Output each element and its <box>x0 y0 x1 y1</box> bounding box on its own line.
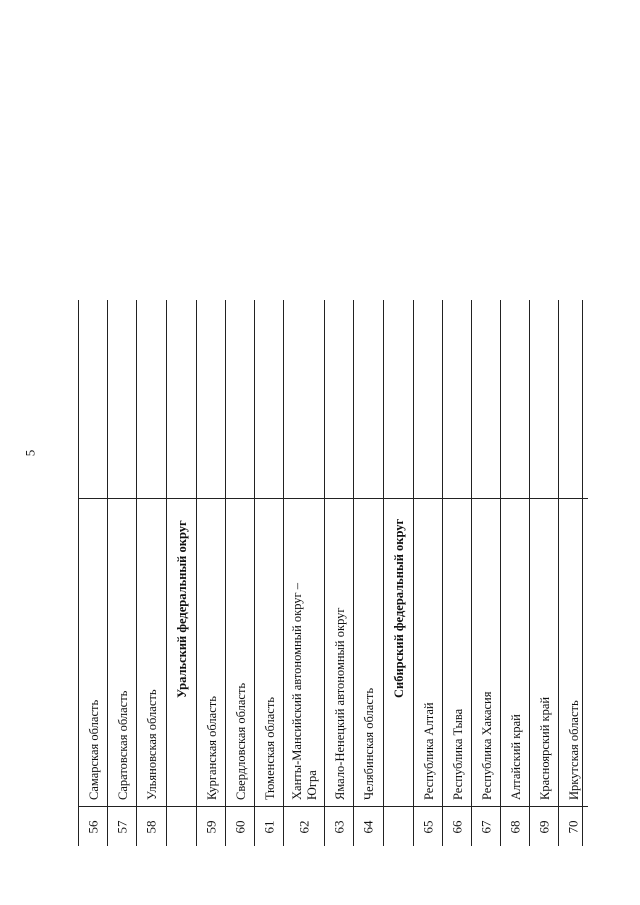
region-name: Свердловская область <box>233 682 248 800</box>
region-name: Саратовская область <box>115 690 130 800</box>
row-number: 70 <box>565 820 581 833</box>
empty-cell-divider <box>255 300 283 499</box>
row-number: 56 <box>85 820 100 833</box>
row-number: 62 <box>296 820 311 833</box>
table-row <box>325 300 354 846</box>
empty-cell-divider <box>197 300 225 499</box>
empty-cell-divider <box>530 300 558 499</box>
row-number: 64 <box>360 820 376 833</box>
region-name: Тюменская область <box>262 697 277 800</box>
empty-cell-divider <box>137 300 166 499</box>
empty-cell-divider <box>167 300 196 499</box>
row-number-cell <box>197 806 225 846</box>
empty-cell-divider <box>384 300 413 499</box>
region-name: Республика Тыва <box>450 708 465 800</box>
empty-cell-divider <box>443 300 471 499</box>
row-number: 69 <box>536 820 551 833</box>
row-number: 67 <box>478 820 493 833</box>
page-number: 5 <box>22 449 38 457</box>
table-row <box>137 300 167 846</box>
empty-cell-divider <box>501 300 529 499</box>
table-row <box>226 300 255 846</box>
row-number: 66 <box>449 820 464 833</box>
region-name: Югра <box>305 770 319 800</box>
row-number: 60 <box>232 820 247 833</box>
row-number: 68 <box>507 820 522 833</box>
row-number-cell <box>108 806 136 846</box>
empty-cell-divider <box>414 300 442 499</box>
empty-cell-divider <box>325 300 353 499</box>
region-name: Самарская область <box>86 699 101 800</box>
region-name: Ханты-Мансийский автономный округ – <box>290 582 304 800</box>
table-row <box>530 300 559 846</box>
region-name: Алтайский край <box>508 714 523 800</box>
region-name: Челябинская область <box>362 687 376 800</box>
empty-cell-divider <box>472 300 500 499</box>
empty-cell-divider <box>79 300 107 499</box>
region-name: Республика Хакасия <box>479 691 494 800</box>
row-number-cell <box>167 806 196 846</box>
row-number-cell <box>443 806 471 846</box>
empty-cell-divider <box>108 300 136 499</box>
row-number-cell <box>79 806 107 846</box>
row-number-cell <box>137 806 166 846</box>
row-number-cell <box>384 806 413 846</box>
row-number-cell <box>530 806 558 846</box>
row-number: 65 <box>420 820 435 833</box>
table-row <box>284 300 325 846</box>
row-number: 59 <box>203 820 218 833</box>
row-number-cell <box>255 806 283 846</box>
district-header-row <box>384 300 414 846</box>
row-number-cell <box>284 806 324 846</box>
empty-cell-divider <box>354 300 383 499</box>
empty-cell-divider <box>284 300 324 499</box>
row-number-cell <box>354 806 383 846</box>
table-row <box>414 300 443 846</box>
table-row <box>108 300 137 846</box>
row-number-cell <box>414 806 442 846</box>
empty-cell-divider <box>559 300 588 499</box>
row-number-cell <box>501 806 529 846</box>
empty-cell-divider <box>226 300 254 499</box>
regions-table <box>78 300 583 846</box>
row-number: 61 <box>261 820 276 833</box>
region-name: Курганская область <box>204 696 219 800</box>
table-row <box>354 300 384 846</box>
row-number-cell <box>226 806 254 846</box>
table-row <box>559 300 588 846</box>
region-name: Красноярский край <box>537 696 552 800</box>
row-number-cell <box>325 806 353 846</box>
table-row <box>501 300 530 846</box>
table-row <box>197 300 226 846</box>
region-name: Ямало-Ненецкий автономный округ <box>332 607 347 800</box>
row-number: 58 <box>143 820 159 833</box>
table-row <box>472 300 501 846</box>
table-row <box>443 300 472 846</box>
district-header-row <box>167 300 197 846</box>
region-name: Ульяновская область <box>145 689 159 800</box>
row-number: 63 <box>331 820 346 833</box>
region-name: Республика Алтай <box>421 702 436 800</box>
district-title: Уральский федеральный округ <box>175 520 189 698</box>
region-name: Иркутская область <box>566 700 581 800</box>
district-title: Сибирский федеральный округ <box>392 518 406 698</box>
row-number-cell <box>472 806 500 846</box>
row-number-cell <box>559 806 588 846</box>
table-row <box>79 300 108 846</box>
row-number: 57 <box>114 820 129 833</box>
table-row <box>255 300 284 846</box>
